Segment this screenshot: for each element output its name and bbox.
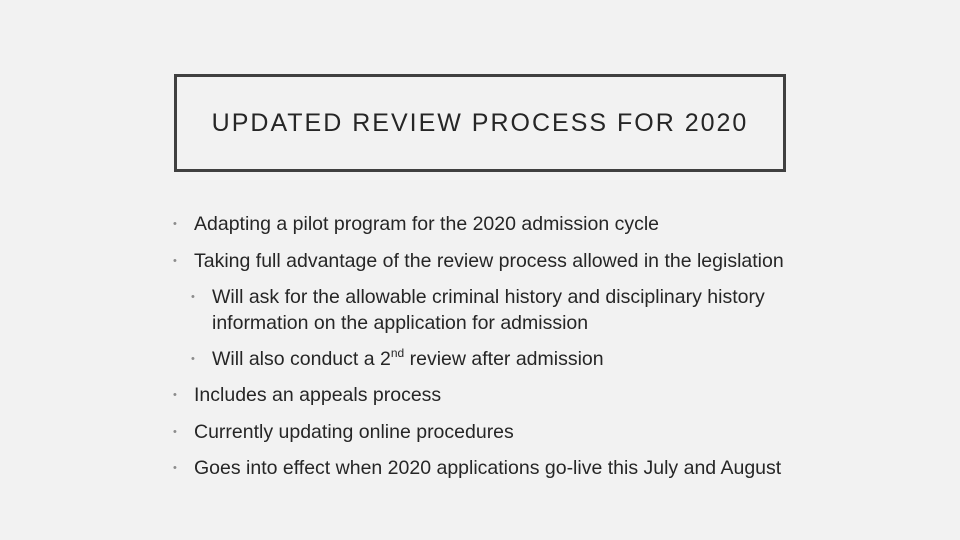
slide-title: UPDATED REVIEW PROCESS FOR 2020 xyxy=(211,109,749,137)
bullet-item xyxy=(170,248,800,274)
bullet-text: Includes an appeals process xyxy=(194,384,442,406)
bullet-dot-icon: • xyxy=(191,353,195,365)
bullet-item xyxy=(170,455,800,481)
bullet-text: Will ask for the allowable criminal history and disciplinary history information on the application for admission xyxy=(212,286,765,334)
bullet-dot-icon: • xyxy=(173,462,177,474)
bullet-dot-icon: • xyxy=(173,389,177,401)
bullet-dot-icon: • xyxy=(173,255,177,267)
bullet-list xyxy=(170,211,800,481)
bullet-text: Taking full advantage of the review process allowed in the legislation xyxy=(194,250,784,272)
bullet-dot-icon: • xyxy=(173,218,177,230)
bullet-item xyxy=(170,419,800,445)
bullet-text: Adapting a pilot program for the 2020 admission cycle xyxy=(194,213,660,235)
bullet-dot-icon: • xyxy=(173,426,177,438)
bullet-text-before: Will also conduct a 2 xyxy=(212,348,391,370)
sub-bullet-item xyxy=(170,346,800,372)
bullet-text: Currently updating online procedures xyxy=(194,421,514,443)
bullet-dot-icon: • xyxy=(191,291,195,303)
title-box xyxy=(174,74,786,172)
bullet-item xyxy=(170,211,800,237)
sub-bullet-item xyxy=(170,284,800,336)
ordinal-superscript: nd xyxy=(390,346,405,360)
bullet-text: Goes into effect when 2020 applications go-live this July and August xyxy=(194,457,782,479)
bullet-text-after: review after admission xyxy=(404,348,604,370)
bullet-item xyxy=(170,382,800,408)
